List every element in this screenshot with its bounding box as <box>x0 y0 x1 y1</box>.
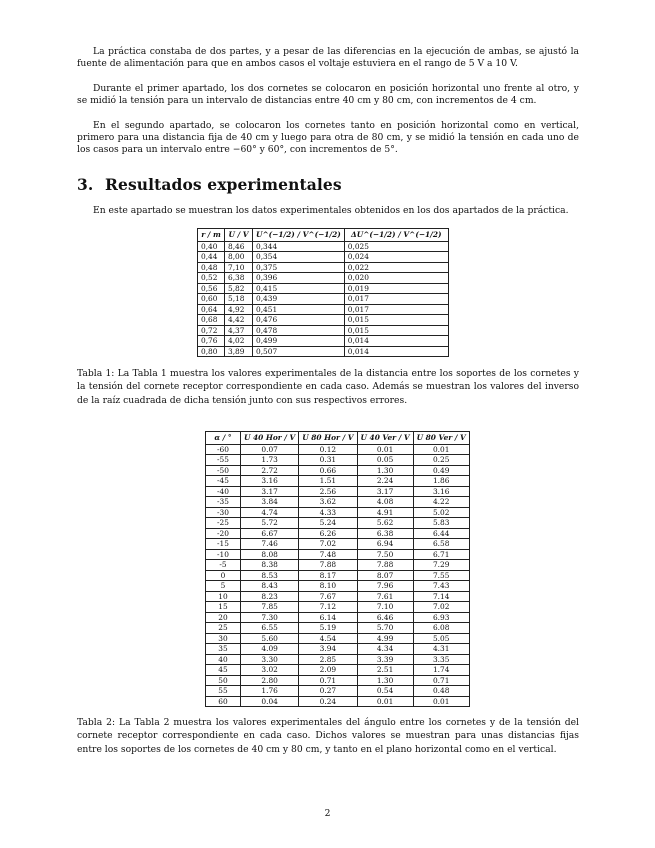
table-1-cell: 0,72 <box>198 325 225 336</box>
table-2-cell: 2.72 <box>241 465 299 476</box>
table-2-cell: 1.76 <box>241 686 299 697</box>
table-2-cell: -50 <box>206 465 241 476</box>
table-2-row <box>206 612 470 623</box>
table-2-cell: 6.26 <box>299 528 357 539</box>
table-2-cell: 0.12 <box>299 444 357 455</box>
table-2-cell: 7.55 <box>413 570 469 581</box>
table-2-row <box>206 528 470 539</box>
table-2-cell: 6.94 <box>357 539 413 550</box>
table-2-cell: 0.01 <box>357 444 413 455</box>
table-2-cell: 0.24 <box>299 696 357 707</box>
table-1-row <box>198 325 449 336</box>
table-2-cell: 0 <box>206 570 241 581</box>
table-1-cell: 0,019 <box>344 283 448 294</box>
table-2-row <box>206 696 470 707</box>
table-2-cell: 60 <box>206 696 241 707</box>
table-2-row <box>206 476 470 487</box>
table-2-cell: 5.62 <box>357 518 413 529</box>
table-2-cell: 0.31 <box>299 455 357 466</box>
table-1-cell: 0,344 <box>253 241 345 252</box>
table-1-cell: 0,60 <box>198 294 225 305</box>
table-2-cell: 6.14 <box>299 612 357 623</box>
table-2-cell: 50 <box>206 675 241 686</box>
table-2-cell: -35 <box>206 497 241 508</box>
table-1-cell: 0,476 <box>253 315 345 326</box>
table-2-cell: 2.51 <box>357 665 413 676</box>
section-title: Resultados experimentales <box>105 175 342 194</box>
table-2-row <box>206 675 470 686</box>
table-1-cell: 0,014 <box>344 336 448 347</box>
table-2-cell: -45 <box>206 476 241 487</box>
table-2-cell: 7.02 <box>413 602 469 613</box>
table-2-cell: 3.94 <box>299 644 357 655</box>
table-1-cell: 0,396 <box>253 273 345 284</box>
table-2-cell: 0.49 <box>413 465 469 476</box>
table-1-cell: 0,68 <box>198 315 225 326</box>
table-1-row <box>198 273 449 284</box>
table-1-cell: 0,40 <box>198 241 225 252</box>
table-1-row <box>198 294 449 305</box>
table-2-cell: 7.29 <box>413 560 469 571</box>
table-1-row <box>198 241 449 252</box>
table-2-cell: 0.66 <box>299 465 357 476</box>
table-1-cell: 0,80 <box>198 346 225 357</box>
table-2-cell: 6.58 <box>413 539 469 550</box>
table-2-row <box>206 539 470 550</box>
table-2-cell: -20 <box>206 528 241 539</box>
table-2-cell: 6.55 <box>241 623 299 634</box>
table-2-cell: 0.71 <box>413 675 469 686</box>
table-1-row <box>198 252 449 263</box>
table-2-cell: 0.27 <box>299 686 357 697</box>
table-1-cell: 0,56 <box>198 283 225 294</box>
table-2-cell: -15 <box>206 539 241 550</box>
table-1-cell: 8,00 <box>225 252 253 263</box>
page-number: 2 <box>324 808 331 819</box>
table-2-cell: -25 <box>206 518 241 529</box>
table-2-cell: 0.07 <box>241 444 299 455</box>
table-2-cell: 7.30 <box>241 612 299 623</box>
table-2-cell: 0.04 <box>241 696 299 707</box>
table-2-cell: 1.30 <box>357 465 413 476</box>
table-2-row <box>206 486 470 497</box>
table-1-cell: 4,42 <box>225 315 253 326</box>
table-2-row <box>206 497 470 508</box>
table-2-cell: 40 <box>206 654 241 665</box>
table-2-row <box>206 623 470 634</box>
table-2-cell: 6.71 <box>413 549 469 560</box>
table-2-row <box>206 591 470 602</box>
table-2-cell: 4.31 <box>413 644 469 655</box>
table-2-cell: 3.02 <box>241 665 299 676</box>
table-1-cell: 0,020 <box>344 273 448 284</box>
table-2-cell: 8.07 <box>357 570 413 581</box>
table-1-row <box>198 336 449 347</box>
intro-paragraph-1: La práctica constaba de dos partes, y a pesar de las diferencias en la ejecución de ambas, se ajustó la fuente de alimentación para que en ambos casos el voltaje estuviera en el rango de 5 V a 10 V. <box>77 46 579 70</box>
table-2-cell: 6.67 <box>241 528 299 539</box>
table-2-cell: 7.67 <box>299 591 357 602</box>
table-2-row <box>206 644 470 655</box>
table-1-row <box>198 304 449 315</box>
table-1-header-cell: U / V <box>225 229 253 242</box>
table-2-cell: -5 <box>206 560 241 571</box>
table-2-cell: 10 <box>206 591 241 602</box>
table-1-cell: 0,354 <box>253 252 345 263</box>
table-2-cell: 0.05 <box>357 455 413 466</box>
table-2-row <box>206 654 470 665</box>
table-2-cell: 5.70 <box>357 623 413 634</box>
table-2-cell: 7.96 <box>357 581 413 592</box>
table-2-cell: 4.09 <box>241 644 299 655</box>
table-2 <box>205 431 470 707</box>
table-2-row <box>206 549 470 560</box>
table-2-cell: 2.85 <box>299 654 357 665</box>
table-1-cell: 0,025 <box>344 241 448 252</box>
table-1-header-cell: U^(−1/2) / V^(−1/2) <box>253 229 345 242</box>
table-2-cell: 8.43 <box>241 581 299 592</box>
table-2-cell: 3.16 <box>241 476 299 487</box>
table-1-cell: 0,499 <box>253 336 345 347</box>
table-2-header-cell: U 80 Hor / V <box>299 432 357 445</box>
table-2-header-row <box>206 432 470 445</box>
table-1-row <box>198 283 449 294</box>
table-1 <box>197 228 449 357</box>
table-1-cell: 0,478 <box>253 325 345 336</box>
table-1-cell: 0,439 <box>253 294 345 305</box>
table-1-cell: 0,375 <box>253 262 345 273</box>
table-2-cell: 5.83 <box>413 518 469 529</box>
table-2-cell: 2.09 <box>299 665 357 676</box>
table-2-cell: 15 <box>206 602 241 613</box>
table-2-cell: 7.88 <box>357 560 413 571</box>
table-1-cell: 4,37 <box>225 325 253 336</box>
table-2-cell: 5.24 <box>299 518 357 529</box>
table-2-cell: 4.74 <box>241 507 299 518</box>
table-1-cell: 5,82 <box>225 283 253 294</box>
table-2-cell: 5 <box>206 581 241 592</box>
table-2-cell: 0.48 <box>413 686 469 697</box>
table-2-cell: 7.14 <box>413 591 469 602</box>
table-2-cell: 0.01 <box>413 696 469 707</box>
table-2-cell: 3.84 <box>241 497 299 508</box>
intro-paragraph-2: Durante el primer apartado, los dos cornetes se colocaron en posición horizontal uno frente al otro, y se midió la tensión para un intervalo de distancias entre 40 cm y 80 cm, con incrementos de 4 cm. <box>77 83 579 107</box>
table-1-cell: 0,017 <box>344 294 448 305</box>
table-2-cell: -55 <box>206 455 241 466</box>
table-2-cell: 8.08 <box>241 549 299 560</box>
table-1-cell: 4,02 <box>225 336 253 347</box>
table-2-cell: 6.44 <box>413 528 469 539</box>
table-1-header-row <box>198 229 449 242</box>
table-2-cell: 2.56 <box>299 486 357 497</box>
table-2-cell: 0.01 <box>357 696 413 707</box>
table-2-cell: -30 <box>206 507 241 518</box>
intro-paragraph-3: En el segundo apartado, se colocaron los cornetes tanto en posición horizontal como en vertical, primero para una distancia fija de 40 cm y luego para otra de 80 cm, y se midió la tensión en cada uno de los casos para un intervalo entre −60° y 60°, con incrementos de 5°. <box>77 120 579 156</box>
table-2-row <box>206 581 470 592</box>
table-2-cell: 7.10 <box>357 602 413 613</box>
table-2-cell: 6.46 <box>357 612 413 623</box>
table-2-cell: 8.17 <box>299 570 357 581</box>
table-2-cell: 8.23 <box>241 591 299 602</box>
table-2-cell: 6.93 <box>413 612 469 623</box>
table-2-row <box>206 665 470 676</box>
table-1-header-cell: ΔU^(−1/2) / V^(−1/2) <box>344 229 448 242</box>
table-1-cell: 0,76 <box>198 336 225 347</box>
table-2-cell: 30 <box>206 633 241 644</box>
table-1-cell: 0,415 <box>253 283 345 294</box>
table-1-cell: 0,48 <box>198 262 225 273</box>
table-2-cell: 4.33 <box>299 507 357 518</box>
table-2-cell: 4.91 <box>357 507 413 518</box>
table-2-cell: 8.38 <box>241 560 299 571</box>
table-2-cell: 7.48 <box>299 549 357 560</box>
table-2-cell: 0.25 <box>413 455 469 466</box>
table-1-row <box>198 315 449 326</box>
table-2-header-cell: α / ° <box>206 432 241 445</box>
table-2-cell: 1.51 <box>299 476 357 487</box>
table-2-row <box>206 602 470 613</box>
table-1-body <box>198 241 449 357</box>
table-1-caption: Tabla 1: La Tabla 1 muestra los valores experimentales de la distancia entre los soportes de los cornetes y la tensión del cornete receptor correspondiente en cada caso. Además se muestran los valores del inverso de la raíz cuadrada de dicha tensión junto con sus respectivos errores. <box>77 368 579 406</box>
table-2-body <box>206 444 470 707</box>
table-2-row <box>206 633 470 644</box>
table-2-header-cell: U 40 Ver / V <box>357 432 413 445</box>
table-2-cell: 1.30 <box>357 675 413 686</box>
table-2-row <box>206 570 470 581</box>
table-2-cell: 5.19 <box>299 623 357 634</box>
table-2-cell: 55 <box>206 686 241 697</box>
table-2-cell: 7.88 <box>299 560 357 571</box>
table-2-cell: 8.53 <box>241 570 299 581</box>
table-1-cell: 0,507 <box>253 346 345 357</box>
table-1-row <box>198 346 449 357</box>
table-1-cell: 0,015 <box>344 315 448 326</box>
table-2-cell: 2.24 <box>357 476 413 487</box>
table-2-cell: 7.85 <box>241 602 299 613</box>
table-2-cell: 6.08 <box>413 623 469 634</box>
table-2-cell: 0.01 <box>413 444 469 455</box>
table-2-cell: 7.46 <box>241 539 299 550</box>
table-1-cell: 0,64 <box>198 304 225 315</box>
table-2-cell: 8.10 <box>299 581 357 592</box>
table-2-cell: 3.16 <box>413 486 469 497</box>
table-2-row <box>206 444 470 455</box>
table-1-header-cell: r / m <box>198 229 225 242</box>
table-2-cell: 1.73 <box>241 455 299 466</box>
table-2-cell: 0.71 <box>299 675 357 686</box>
table-2-cell: 6.38 <box>357 528 413 539</box>
table-2-row <box>206 507 470 518</box>
table-2-caption: Tabla 2: La Tabla 2 muestra los valores experimentales del ángulo entre los cornetes y de la tensión del cornete receptor correspondiente en cada caso. Dichos valores se muestran para unas distancias fijas entre los soportes de los cornetes de 40 cm y 80 cm, y tanto en el plano horizontal como en el vertical. <box>77 717 579 755</box>
table-2-cell: 4.08 <box>357 497 413 508</box>
table-2-cell: 7.50 <box>357 549 413 560</box>
table-2-cell: 3.62 <box>299 497 357 508</box>
section-heading <box>77 175 342 194</box>
table-2-row <box>206 455 470 466</box>
table-2-cell: 7.43 <box>413 581 469 592</box>
table-2-cell: 3.35 <box>413 654 469 665</box>
table-2-cell: 1.86 <box>413 476 469 487</box>
table-2-cell: 7.12 <box>299 602 357 613</box>
table-2-cell: 35 <box>206 644 241 655</box>
table-2-row <box>206 518 470 529</box>
table-2-cell: 0.54 <box>357 686 413 697</box>
table-1-cell: 7,10 <box>225 262 253 273</box>
table-2-cell: 5.72 <box>241 518 299 529</box>
table-2-cell: 7.61 <box>357 591 413 602</box>
section-lead: En este apartado se muestran los datos experimentales obtenidos en los dos apartados de la práctica. <box>93 205 569 216</box>
table-1-cell: 6,38 <box>225 273 253 284</box>
table-1-cell: 0,014 <box>344 346 448 357</box>
table-2-cell: 25 <box>206 623 241 634</box>
table-1-cell: 0,017 <box>344 304 448 315</box>
table-1-cell: 0,015 <box>344 325 448 336</box>
table-1-cell: 0,022 <box>344 262 448 273</box>
table-2-cell: -60 <box>206 444 241 455</box>
table-2-cell: 3.30 <box>241 654 299 665</box>
table-1-cell: 5,18 <box>225 294 253 305</box>
table-2-cell: 5.05 <box>413 633 469 644</box>
table-2-cell: 7.02 <box>299 539 357 550</box>
section-number: 3. <box>77 175 94 194</box>
table-2-cell: 3.17 <box>357 486 413 497</box>
table-2-cell: 2.80 <box>241 675 299 686</box>
table-1-cell: 8,46 <box>225 241 253 252</box>
table-2-cell: 45 <box>206 665 241 676</box>
table-2-row <box>206 560 470 571</box>
table-1-cell: 0,44 <box>198 252 225 263</box>
table-2-header-cell: U 80 Ver / V <box>413 432 469 445</box>
table-2-cell: 20 <box>206 612 241 623</box>
table-1-cell: 0,52 <box>198 273 225 284</box>
table-2-cell: 4.54 <box>299 633 357 644</box>
table-2-cell: 5.02 <box>413 507 469 518</box>
table-1-cell: 4,92 <box>225 304 253 315</box>
table-2-cell: 5.60 <box>241 633 299 644</box>
table-2-row <box>206 686 470 697</box>
table-2-cell: 3.39 <box>357 654 413 665</box>
table-2-cell: 3.17 <box>241 486 299 497</box>
table-2-row <box>206 465 470 476</box>
table-2-cell: 4.99 <box>357 633 413 644</box>
table-2-header-cell: U 40 Hor / V <box>241 432 299 445</box>
table-2-cell: 4.34 <box>357 644 413 655</box>
table-2-cell: 4.22 <box>413 497 469 508</box>
table-2-cell: -10 <box>206 549 241 560</box>
table-1-cell: 0,024 <box>344 252 448 263</box>
table-2-cell: 1.74 <box>413 665 469 676</box>
table-1-cell: 0,451 <box>253 304 345 315</box>
table-1-cell: 3,89 <box>225 346 253 357</box>
table-2-cell: -40 <box>206 486 241 497</box>
table-1-row <box>198 262 449 273</box>
